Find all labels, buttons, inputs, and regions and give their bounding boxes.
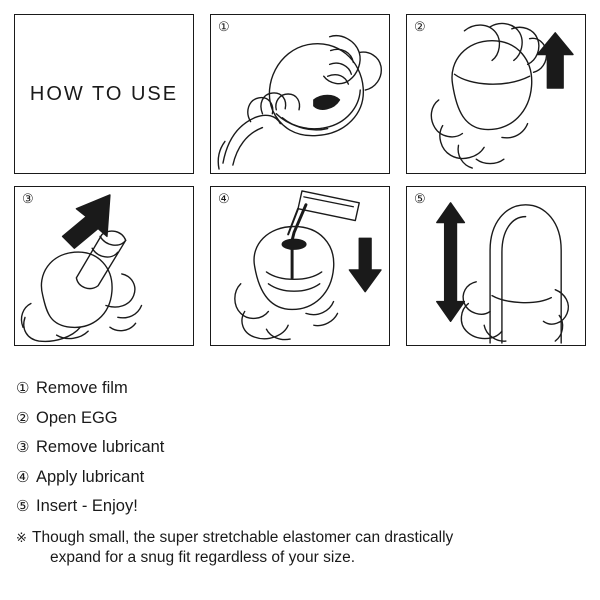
caption-list — [16, 380, 584, 569]
panel-remove-film — [210, 14, 390, 174]
caption-mark: ③ — [16, 439, 30, 456]
panel-apply-lubricant — [210, 186, 390, 346]
caption-item — [16, 380, 584, 397]
panel-grid — [14, 14, 586, 346]
caption-item — [16, 410, 584, 427]
panel-number: ① — [218, 19, 230, 34]
panel-number: ④ — [218, 191, 230, 206]
illustration-apply-lubricant — [211, 187, 389, 345]
caption-text: Remove film — [36, 379, 128, 397]
panel-remove-lubricant — [14, 186, 194, 346]
panel-number: ③ — [22, 191, 34, 206]
footnote-mark: ※ — [16, 529, 27, 545]
illustration-remove-lubricant — [15, 187, 193, 345]
illustration-open-egg — [407, 15, 585, 173]
illustration-remove-film — [211, 15, 389, 173]
footnote-line-2: expand for a snug fit regardless of your size. — [50, 549, 355, 567]
caption-mark: ⑤ — [16, 498, 30, 515]
footnote-line-1: Though small, the super stretchable elastomer can drastically — [32, 528, 454, 546]
caption-text: Apply lubricant — [36, 467, 145, 486]
caption-mark: ④ — [16, 468, 30, 486]
caption-item — [16, 469, 584, 486]
caption-mark: ① — [16, 380, 30, 397]
caption-mark: ② — [16, 409, 30, 427]
caption-text: Open EGG — [36, 408, 118, 427]
caption-text: Insert - Enjoy! — [36, 497, 138, 515]
title-panel — [14, 14, 194, 174]
footnote-text — [32, 528, 453, 570]
panel-number: ② — [414, 19, 426, 34]
caption-item — [16, 498, 584, 515]
caption-text: Remove lubricant — [36, 438, 165, 456]
panel-insert-enjoy — [406, 186, 586, 346]
footnote — [16, 528, 584, 570]
panel-open-egg — [406, 14, 586, 174]
caption-item — [16, 439, 584, 456]
page-title: HOW TO USE — [29, 82, 179, 105]
panel-number: ⑤ — [414, 191, 426, 206]
illustration-insert-enjoy — [407, 187, 585, 345]
